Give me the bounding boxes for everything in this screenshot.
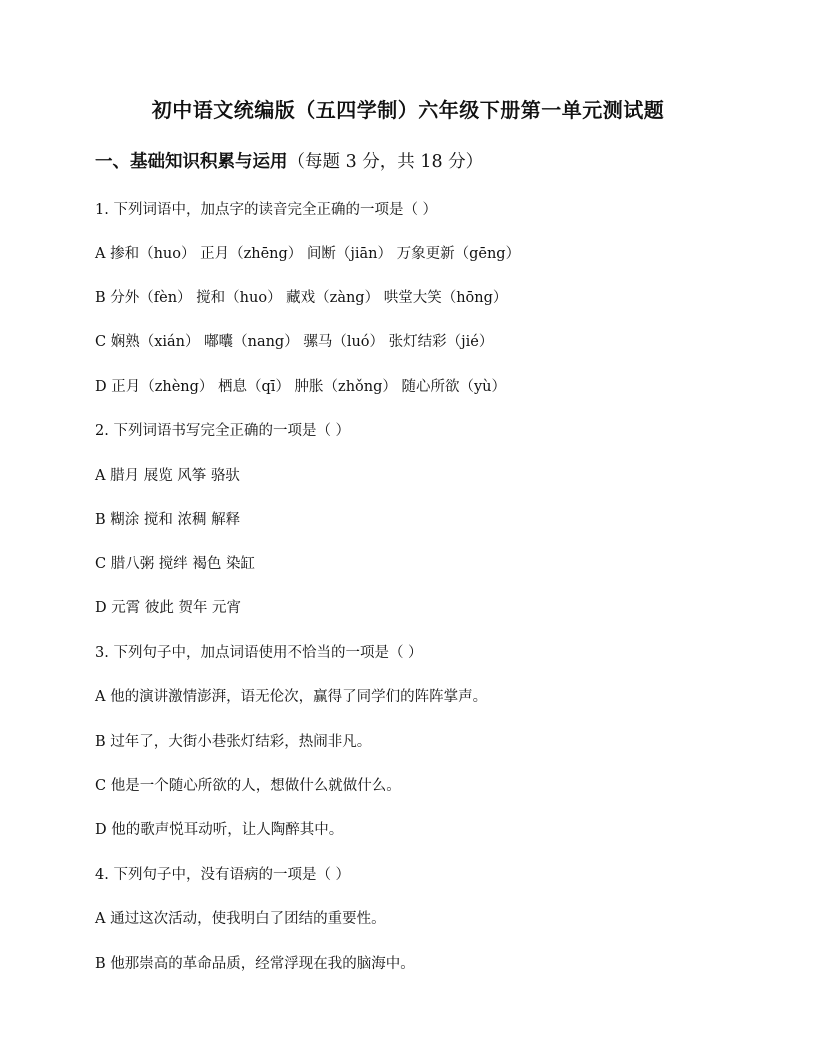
question-2-option-b: B 糊涂 搅和 浓稠 解释 bbox=[95, 512, 241, 528]
question-4-stem: 4. 下列句子中，没有语病的一项是（ ） bbox=[95, 867, 351, 883]
section-heading-title: 一、基础知识积累与运用 bbox=[95, 152, 288, 172]
question-3-option-a: A 他的演讲激情澎湃，语无伦次，赢得了同学们的阵阵掌声。 bbox=[95, 689, 488, 705]
document-title: 初中语文统编版（五四学制）六年级下册第一单元测试题 bbox=[151, 98, 665, 122]
question-3-option-d: D 他的歌声悦耳动听，让人陶醉其中。 bbox=[95, 822, 344, 838]
question-2-option-a: A 腊月 展览 风筝 骆驮 bbox=[95, 468, 240, 484]
question-4-option-b: B 他那崇高的革命品质，经常浮现在我的脑海中。 bbox=[95, 956, 415, 972]
question-1-option-a: A 掺和（huo） 正月（zhēng） 间断（jiān） 万象更新（gēng） bbox=[95, 246, 521, 262]
question-2-option-d: D 元霄 彼此 贺年 元宵 bbox=[95, 600, 242, 616]
section-score-note: （每题 3 分，共 18 分） bbox=[287, 152, 484, 172]
question-2-stem: 2. 下列词语书写完全正确的一项是（ ） bbox=[95, 423, 351, 439]
question-3-option-c: C 他是一个随心所欲的人，想做什么就做什么。 bbox=[95, 778, 401, 794]
question-1-stem: 1. 下列词语中，加点字的读音完全正确的一项是（ ） bbox=[95, 202, 438, 218]
question-4-option-a: A 通过这次活动，使我明白了团结的重要性。 bbox=[95, 911, 386, 927]
question-1-option-c: C 娴熟（xián） 嘟囔（nang） 骡马（luó） 张灯结彩（jié） bbox=[95, 334, 494, 350]
question-1-option-b: B 分外（fèn） 搅和（huo） 藏戏（zàng） 哄堂大笑（hōng） bbox=[95, 290, 508, 306]
question-1-option-d: D 正月（zhèng） 栖息（qī） 肿胀（zhǒng） 随心所欲（yù） bbox=[95, 379, 507, 395]
question-3-option-b: B 过年了，大街小巷张灯结彩，热闹非凡。 bbox=[95, 734, 372, 750]
question-2-option-c: C 腊八粥 搅绊 褐色 染缸 bbox=[95, 556, 256, 572]
section-heading bbox=[95, 148, 483, 173]
question-3-stem: 3. 下列句子中，加点词语使用不恰当的一项是（ ） bbox=[95, 645, 423, 661]
